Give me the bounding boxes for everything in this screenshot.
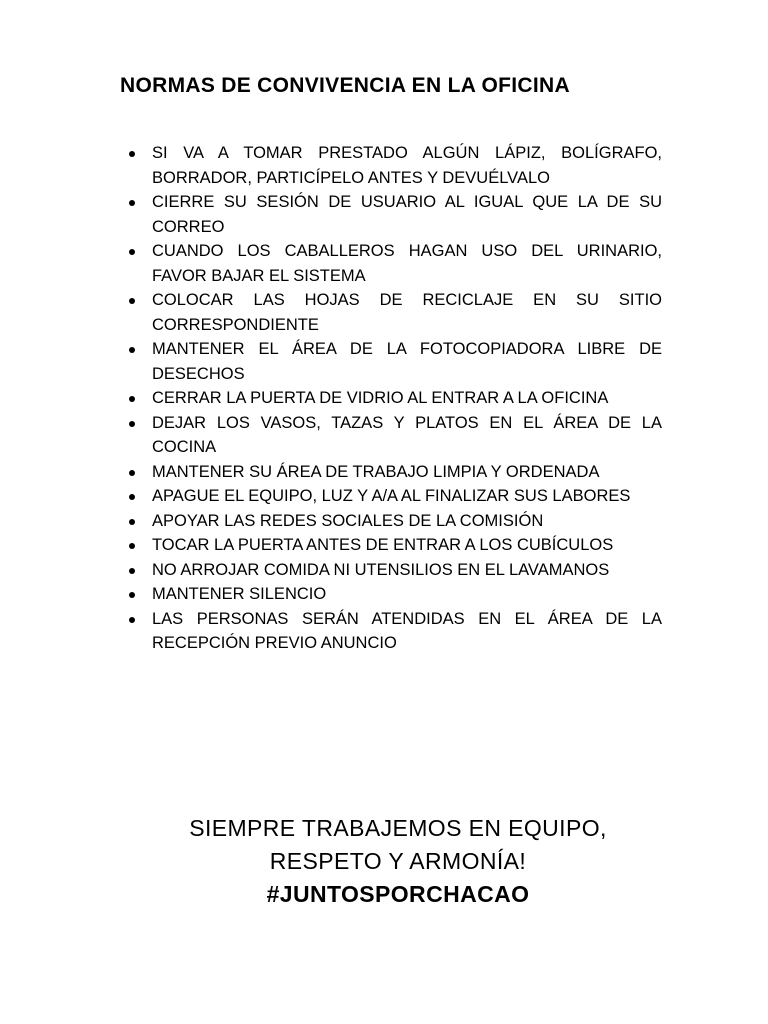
rule-text: CUANDO LOS CABALLEROS HAGAN USO DEL URINARIO, FAVOR BAJAR EL SISTEMA — [152, 242, 662, 285]
bullet-icon — [129, 200, 135, 206]
rule-text: APOYAR LAS REDES SOCIALES DE LA COMISIÓN — [152, 511, 544, 530]
rule-item — [128, 386, 662, 411]
bullet-icon — [129, 543, 135, 549]
closing-hashtag: #JUNTOSPORCHACAO — [266, 881, 530, 907]
bullet-icon — [129, 494, 135, 500]
rule-item — [128, 288, 662, 337]
rule-text: LAS PERSONAS SERÁN ATENDIDAS EN EL ÁREA DE LA RECEPCIÓN PREVIO ANUNCIO — [152, 609, 662, 652]
rule-text: MANTENER EL ÁREA DE LA FOTOCOPIADORA LIBRE DE DESECHOS — [152, 340, 662, 383]
rule-item — [128, 337, 662, 386]
bullet-icon — [129, 519, 135, 525]
rule-text: COLOCAR LAS HOJAS DE RECICLAJE EN SU SITIO CORRESPONDIENTE — [152, 291, 662, 334]
bullet-icon — [129, 347, 135, 353]
bullet-icon — [129, 298, 135, 304]
rule-text: APAGUE EL EQUIPO, LUZ Y A/A AL FINALIZAR SUS LABORES — [152, 487, 631, 505]
closing-message — [0, 812, 768, 911]
bullet-icon — [129, 568, 135, 574]
bullet-icon — [129, 396, 135, 402]
bullet-icon — [129, 151, 135, 157]
rule-item — [128, 558, 662, 583]
rule-text: NO ARROJAR COMIDA NI UTENSILIOS EN EL LAVAMANOS — [152, 560, 610, 579]
rule-text: SI VA A TOMAR PRESTADO ALGÚN LÁPIZ, BOLÍGRAFO, BORRADOR, PARTICÍPELO ANTES Y DEVUÉLVALO — [152, 144, 662, 187]
rule-item — [128, 460, 662, 485]
rule-item — [128, 141, 662, 190]
rule-text: TOCAR LA PUERTA ANTES DE ENTRAR A LOS CUBÍCULOS — [152, 536, 614, 554]
rule-item — [128, 484, 662, 509]
closing-line-2: RESPETO Y ARMONÍA! — [269, 848, 527, 874]
rule-text: MANTENER SILENCIO — [152, 585, 327, 603]
rule-text: MANTENER SU ÁREA DE TRABAJO LIMPIA Y ORDENADA — [152, 462, 600, 481]
rule-text: DEJAR LOS VASOS, TAZAS Y PLATOS EN EL ÁREA DE LA COCINA — [152, 413, 662, 456]
rule-text: CIERRE SU SESIÓN DE USUARIO AL IGUAL QUE LA DE SU CORREO — [152, 193, 662, 236]
rule-text: CERRAR LA PUERTA DE VIDRIO AL ENTRAR A LA OFICINA — [152, 389, 609, 407]
bullet-icon — [129, 249, 135, 255]
rule-item — [128, 533, 662, 558]
closing-line-1: SIEMPRE TRABAJEMOS EN EQUIPO, — [189, 815, 607, 841]
rule-item — [128, 607, 662, 656]
rule-item — [128, 582, 662, 607]
rule-item — [128, 509, 662, 534]
rule-item — [128, 239, 662, 288]
rule-item — [128, 190, 662, 239]
bullet-icon — [129, 617, 135, 623]
document-title: NORMAS DE CONVIVENCIA EN LA OFICINA — [120, 74, 570, 97]
bullet-icon — [129, 421, 135, 427]
bullet-icon — [129, 592, 135, 598]
rule-item — [128, 411, 662, 460]
bullet-icon — [129, 470, 135, 476]
rules-list — [128, 141, 662, 656]
